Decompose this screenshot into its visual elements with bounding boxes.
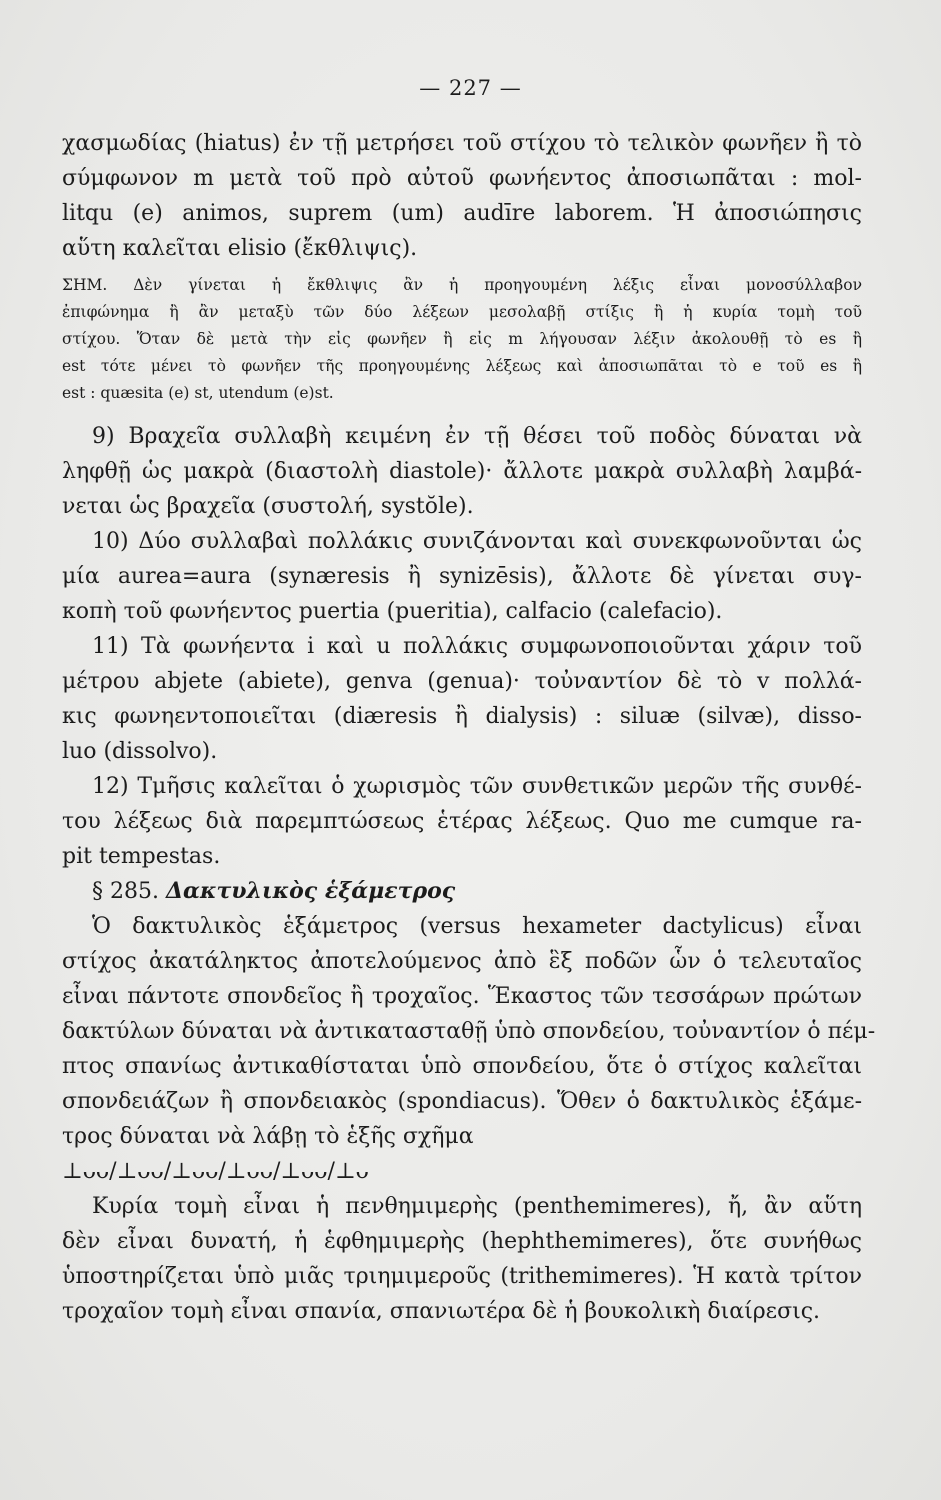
section-title: Δακτυλικὸς ἑξάμετρος [165, 878, 456, 904]
section-heading [62, 874, 862, 909]
text-line: 10) Δύο συλλαβαὶ πολλάκις συνιζάνονται καὶ συνεκφωνοῦνται ὡς [92, 529, 862, 554]
text-line: 12) Τμῆσις καλεῖται ὁ χωρισμὸς τῶν συνθετικῶν μερῶν τῆς συνθέ- [92, 774, 862, 799]
text-line: σύμφωνον m μετὰ τοῦ πρὸ αὐτοῦ φωνήεντος ἀποσιωπᾶται : mol- [62, 166, 862, 191]
text-line: Κυρία τομὴ εἶναι ἡ πενθημιμερὴς (penthemimeres), ἤ, ἂν αὕτη [92, 1194, 862, 1219]
text-line: ληφθῇ ὡς μακρὰ (διαστολὴ diastole)· ἄλλοτε μακρὰ συλλαβὴ λαμβά- [62, 459, 862, 484]
text-line: νεται ὡς βραχεῖα (συστολή, systŏle). [62, 494, 474, 519]
note-line: ΣΗΜ. Δὲν γίνεται ἡ ἔκθλιψις ἂν ἡ προηγουμένη λέξις εἶναι μονοσύλλαβον [62, 276, 862, 294]
text-line: εἶναι πάντοτε σπονδεῖος ἢ τροχαῖος. Ἕκαστος τῶν τεσσάρων πρώτων [62, 984, 862, 1009]
text-line: τροχαῖον τομὴ εἶναι σπανία, σπανιωτέρα δὲ ἡ βουκολικὴ διαίρεσις. [62, 1299, 821, 1324]
text-line: του λέξεως διὰ παρεμπτώσεως ἑτέρας λέξεως. Quo me cumque ra- [62, 809, 862, 834]
text-line: σπονδειάζων ἢ σπονδειακὸς (spondiacus). Ὅθεν ὁ δακτυλικὸς ἑξάμε- [62, 1089, 862, 1114]
text-line: δακτύλων δύναται νὰ ἀντικατασταθῇ ὑπὸ σπονδείου, τοὐναντίον ὁ πέμ- [62, 1019, 876, 1044]
text-line: πτος σπανίως ἀντικαθίσταται ὑπὸ σπονδείου, ὅτε ὁ στίχος καλεῖται [62, 1054, 862, 1079]
note-line: est τότε μένει τὸ φωνῆεν τῆς προηγουμένης λέξεως καὶ ἀποσιωπᾶται τὸ e τοῦ es ἢ [62, 357, 862, 375]
text-line: στίχος ἀκατάληκτος ἀποτελούμενος ἀπὸ ἓξ ποδῶν ὧν ὁ τελευταῖος [62, 949, 862, 974]
note-line: ἐπιφώνημα ἢ ἂν μεταξὺ τῶν δύο λέξεων μεσολαβῇ στίξις ἢ ἡ κυρία τομὴ τοῦ [62, 303, 862, 321]
text-line: luo (dissolvo). [62, 739, 218, 764]
text-line: κοπὴ τοῦ φωνήεντος puertia (pueritia), calfacio (calefacio). [62, 599, 723, 624]
note-line: est : quæsita (e) st, utendum (e)st. [62, 384, 334, 402]
text-line: τρος δύναται νὰ λάβῃ τὸ ἑξῆς σχῆμα [62, 1124, 474, 1149]
text-line: μέτρου abjete (abiete), genva (genua)· τοὐναντίον δὲ τὸ v πολλά- [62, 669, 862, 694]
text-line: litqu (e) animos, suprem (um) audīre laborem. Ἡ ἀποσιώπησις [62, 201, 862, 226]
text-line: μία aurea=aura (synæresis ἢ synizēsis), ἄλλοτε δὲ γίνεται συγ- [62, 564, 862, 589]
text-line: Ὁ δακτυλικὸς ἑξάμετρος (versus hexameter dactylicus) εἶναι [92, 914, 862, 939]
text-line: ὑποστηρίζεται ὑπὸ μιᾶς τριημιμεροῦς (trithemimeres). Ἡ κατὰ τρίτον [62, 1264, 862, 1289]
text-line: χασμωδίας (hiatus) ἐν τῇ μετρήσει τοῦ στίχου τὸ τελικὸν φωνῆεν ἢ τὸ [62, 131, 862, 156]
body-text [62, 126, 876, 1329]
text-line: 11) Τὰ φωνήεντα i καὶ u πολλάκις συμφωνοποιοῦνται χάριν τοῦ [92, 634, 862, 659]
page-number: — 227 — [419, 76, 522, 100]
text-line: 9) Βραχεῖα συλλαβὴ κειμένη ἐν τῇ θέσει τοῦ ποδὸς δύναται νὰ [92, 424, 862, 449]
text-line: δὲν εἶναι δυνατή, ἡ ἑφθημιμερὴς (hephthemimeres), ὅτε συνήθως [62, 1229, 862, 1254]
text-line: pit tempestas. [62, 844, 221, 869]
metrical-scheme: ⊥ᴗᴗ/⊥ᴗᴗ/⊥ᴗᴗ/⊥ᴗᴗ/⊥ᴗᴗ/⊥ᴗ [62, 1159, 369, 1184]
section-number: § 285. [92, 879, 159, 904]
note-line: στίχου. Ὅταν δὲ μετὰ τὴν εἰς φωνῆεν ἢ εἰς m λήγουσαν λέξιν ἀκολουθῇ τὸ es ἢ [62, 330, 862, 348]
text-line: κις φωνηεντοποιεῖται (diæresis ἢ dialysis) : siluæ (silvæ), disso- [62, 704, 862, 729]
text-line: αὕτη καλεῖται elisio (ἔκθλιψις). [62, 236, 418, 261]
